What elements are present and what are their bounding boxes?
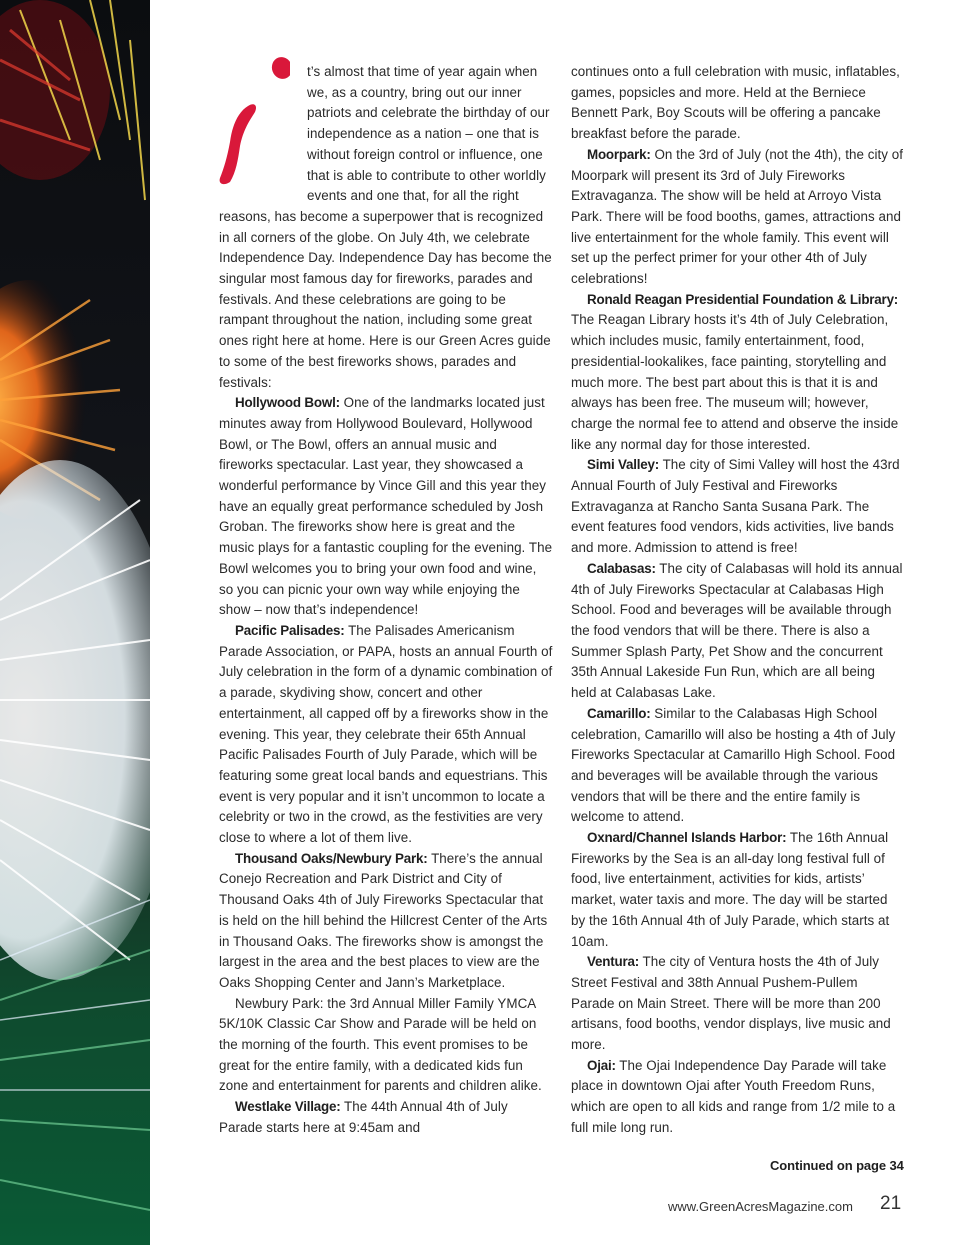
footer-website-url[interactable]: www.GreenAcresMagazine.com [668,1199,853,1214]
section-text: Similar to the Calabasas High School celebration, Camarillo will also be hosting a 4th of July Fireworks Spectacular at Camarillo High School. Food and beverages will be available through the various vendors that will be there and the entire family is welcome to attend. [571,705,896,825]
section-text: The Palisades Americanism Parade Association, or PAPA, hosts an annual Fourth of July celebration in the form of a dynamic combination of a parade, skydiving show, concert and other entertainment, all capped off by a fireworks show in the evening. This year, they celebrate their 65th Annual Pacific Palisades Fourth of July Parade, which will be featuring some great local bands and equestrians. This event is very popular and it isn’t uncommon to locate a celebrity or two in the crowd, as the festivities are very close to where a lot of them live. [219,622,553,846]
section-heading: Westlake Village: [235,1099,341,1115]
section-text: The Reagan Library hosts it’s 4th of July Celebration, which includes music, family entertainment, food, presidential-lookalikes, face painting, storytelling and much more. The best part about this is that it is and always has been free. The museum will; however, charge the normal fee to attend and observe the inside like any normal day for those interested. [571,312,899,452]
fireworks-photo [0,0,150,1245]
section-paragraph [571,559,904,704]
section-paragraph [571,290,904,456]
section-paragraph [219,849,553,994]
section-paragraph [571,828,904,952]
continued-on-page: Continued on page 34 [770,1158,904,1173]
article-column-left [219,62,553,1139]
section-heading: Calabasas: [587,560,656,576]
section-text: There’s the annual Conejo Recreation and Park District and City of Thousand Oaks 4th of July Fireworks Spectacular that is held on the hill behind the Hillcrest Center of the Arts in Thousand Oaks. The fireworks show is amongst the largest in the area and the best places to view are the Oaks Shopping Center and Jann’s Marketplace. [219,850,548,990]
section-paragraph [219,994,553,1098]
section-text: The city of Ventura hosts the 4th of July Street Festival and 38th Annual Pushem-Pullem Parade on Main Street. There will be more than 200 artisans, food booths, vendor displays, live music and more. [571,954,891,1053]
section-heading: Thousand Oaks/Newbury Park: [235,850,428,866]
section-text: One of the landmarks located just minutes away from Hollywood Boulevard, Hollywood Bowl, or The Bowl, offers an annual music and fireworks spectacular. Last year, they showcased a wonderful performance by Vince Gill and this year they have an equally great performance scheduled by Josh Groban. The fireworks show here is great and the music plays for a fantastic coupling for the evening. The Bowl welcomes you to bring your own food and wine, so you can picnic your own way while enjoying the show – now that’s independence! [219,395,553,618]
article-column-right [571,62,904,1139]
section-paragraph [571,455,904,559]
section-text: The Ojai Independence Day Parade will take place in downtown Ojai after Youth Freedom Runs, which are open to all kids and range from 1/2 mile to a full mile long run. [571,1057,896,1135]
section-text: The city of Simi Valley will host the 43rd Annual Fourth of July Festival and Fireworks Extravaganza at Rancho Santa Susana Park. The event features food vendors, kids activities, live bands and more. Admission to attend is free! [571,457,900,556]
intro-paragraph: t’s almost that time of year again when we, as a country, bring out our inner patriots and celebrate the birthday of our independence as a nation – one that is without foreign control or influence, one that is able to contribute to other worldly events and one that, for all the right reasons, has become a superpower that is recognized in all corners of the globe. On July 4th, we celebrate Independence Day. Independence Day has become the singular most famous day for fireworks, parades and festivals. And these celebrations are going to be rampant throughout the nation, including some great ones right here at home. Here is our Green Acres guide to some of the best fireworks shows, parades and festivals: [219,64,552,390]
section-paragraph [219,1097,553,1138]
section-paragraph [219,393,553,621]
section-text: On the 3rd of July (not the 4th), the city of Moorpark will present its 3rd of July Fireworks Extravaganza. The show will be held at Arroyo Vista Park. There will be food booths, games, attractions and live entertainment for the whole family. This event will set up the perfect primer for your other 4th of July celebrations! [571,146,904,287]
section-text: The 16th Annual Fireworks by the Sea is an all-day long festival full of food, live entertainment, activities for kids, artists’ market, water taxis and more. The day will be started by the 16th Annual 4th of July Parade, which starts at 10am. [571,830,890,949]
section-heading: Pacific Palisades: [235,622,345,638]
section-heading: Ventura: [587,954,639,970]
page-number: 21 [880,1193,902,1214]
section-paragraph [571,1056,904,1139]
section-text: The city of Calabasas will hold its annual 4th of July Fireworks Spectacular at Calabasas High School. Food and beverages will be available through the food vendors that will be there. There is also a Summer Splash Party, Pet Show and the concurrent 35th Annual Lakeside Fun Run, which are all being held at Calabasas Lake. [571,560,903,701]
section-paragraph [571,952,904,1056]
section-paragraph [571,704,904,828]
section-heading: Simi Valley: [587,457,660,473]
section-heading: Ojai: [587,1057,616,1073]
section-paragraph [219,621,553,849]
section-heading: Ronald Reagan Presidential Foundation & Library: [587,291,899,307]
section-text: Newbury Park: the 3rd Annual Miller Family YMCA 5K/10K Classic Car Show and Parade will be held on the morning of the fourth. This event promises to be great for the entire family, with a dedicated kids fun zone and entertainment for parents and children alike. [219,995,542,1094]
section-heading: Oxnard/Channel Islands Harbor: [587,830,787,846]
section-heading: Moorpark: [587,146,651,162]
section-paragraph [571,145,904,290]
section-heading: Camarillo: [587,705,651,721]
section-text: The 44th Annual 4th of July Parade starts here at 9:45am and [219,1099,508,1135]
continuation-paragraph: continues onto a full celebration with music, inflatables, games, popsicles and more. Held at the Berniece Bennett Park, Boy Scouts will be offering a pancake breakfast before the parade. [571,64,900,142]
section-heading: Hollywood Bowl: [235,395,340,411]
